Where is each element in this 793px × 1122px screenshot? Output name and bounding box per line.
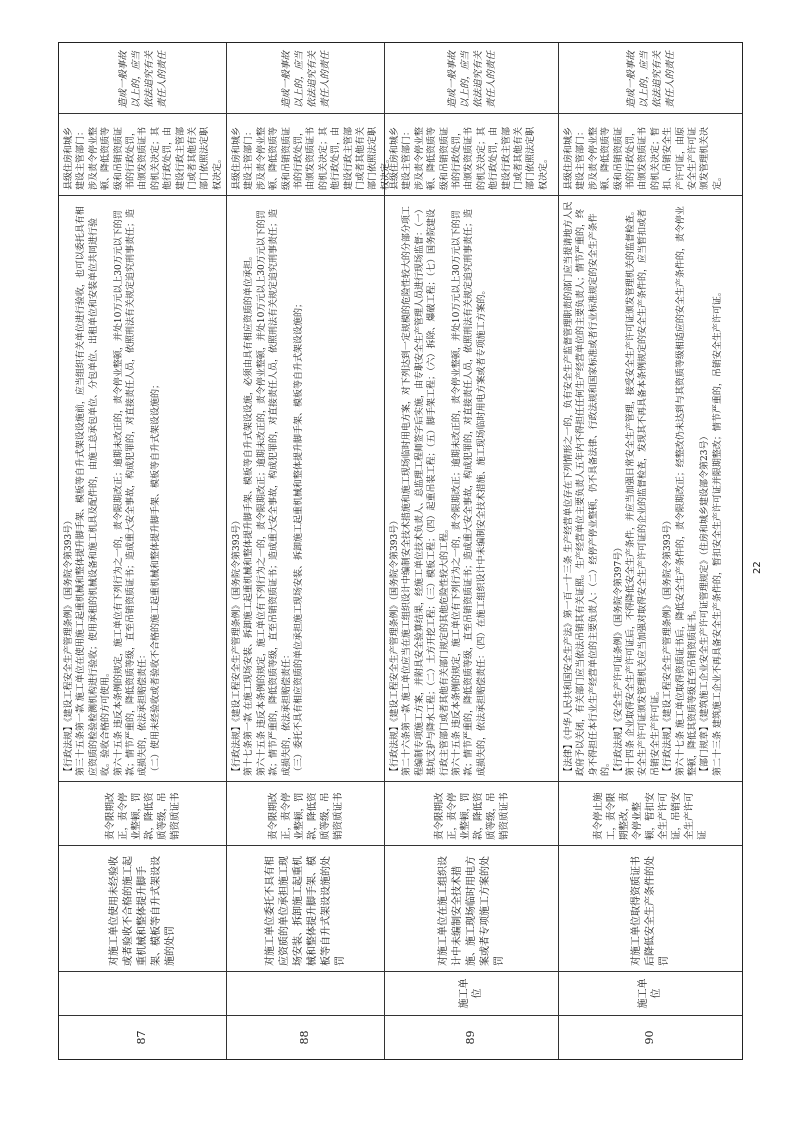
row-subject: 施工单位 bbox=[385, 971, 558, 1015]
row-subject bbox=[227, 971, 384, 1015]
row-error: 造成一般事故以上的，应当依法追究有关责任人的责任 bbox=[117, 50, 168, 108]
row-matter: 对施工单位使用未经验收或者验收不合格的施工起重机械和整体提升脚手架、模板等自升式架设设施的处罚 bbox=[59, 845, 226, 971]
basis-paragraph: 【行政法规】《建设工程安全生产管理条例》（国务院令第393号） bbox=[232, 515, 242, 776]
penalty-table bbox=[58, 42, 743, 1060]
row-basis bbox=[559, 195, 742, 781]
basis-paragraph: 第六十七条 施工单位取得资质证书后，降低安全生产条件的，责令限期改正；经整改仍未达到与其资质等级相适应的安全生产条件的，责令停业整顿，降低其资质等级直至吊销资质证书。 bbox=[675, 206, 699, 776]
row-error: 造成一般事故以上的，应当依法追究有关责任人的责任 bbox=[280, 50, 331, 108]
basis-paragraph: 【法律】《中华人民共和国安全生产法》第一百一十三条 生产经营单位存在下列情形之一的，负有安全生产监督管理职责的部门应当提请地方人民政府予以关闭，有关部门应当依法吊销其有关证照。生产经营单位主要负责人五年内不得担任任何生产经营单位的主要负责人；情节严重的，终身不得担任本行业生产经营单位的主要负责人：（二）经停产停业整顿，仍不具备法律、行政法规和国家标准或者行业标准规定的安全生产条件的。 bbox=[564, 201, 612, 776]
table-row bbox=[385, 43, 559, 1059]
table-row bbox=[59, 43, 227, 1059]
basis-paragraph: （三）委托不具有相应资质的单位承担施工现场安装、拆卸施工起重机械和整体提升脚手架、模板等自升式架设设施的； bbox=[294, 298, 305, 776]
row-error: 造成一般事故以上的，应当依法追究有关责任人的责任 bbox=[625, 50, 676, 108]
table-row bbox=[227, 43, 391, 1059]
basis-paragraph: 【行政法规】《安全生产许可证条例》（国务院令第397号） bbox=[613, 542, 624, 776]
row-standard: 责令限期改正，责令停业整顿，罚款，降低资质等级，吊销资质证书 bbox=[227, 781, 384, 845]
row-matter: 对施工单位委托不具有相应资质的单位承担施工现场安装、拆卸施工起重机械和整体提升脚手架、模板等自升式架设设施的处罚 bbox=[227, 845, 384, 971]
basis-paragraph: （二）使用未经验收或者验收不合格的施工起重机械和整体提升脚手架、模板等自升式架设设施的； bbox=[150, 379, 161, 776]
basis-paragraph: 第三十五条第一款 施工单位在使用施工起重机械和整体提升脚手架、模板等自升式架设设施前，应当组织有关单位进行验收，也可以委托具有相应资质的检验检测机构进行验收；使用承租的机械设备和施工机具及配件的，由施工总承包单位、分包单位、出租单位和安装单位共同进行验收。验收合格的方可使用。 bbox=[76, 206, 112, 776]
basis-paragraph: 第六十五条 违反本条例的规定，施工单位有下列行为之一的，责令限期改正；逾期未改正的，责令停业整顿，并处10万元以上30万元以下的罚款；情节严重的，降低资质等级，直至吊销资质证书；造成重大安全事故，构成犯罪的，对直接责任人员，依照刑法有关规定追究刑事责任；造成损失的，依法承担赔偿责任：（四）在施工组织设计中未编制安全技术措施、施工现场临时用电方案或者专项施工方案的。 bbox=[452, 208, 487, 776]
row-basis bbox=[227, 195, 384, 781]
basis-paragraph: 【行政法规】《建设工程安全生产管理条例》（国务院令第393号） bbox=[64, 515, 74, 776]
row-matter: 对施工单位取得资质证书后降低安全生产条件的处罚 bbox=[559, 845, 742, 971]
row-number: 90 bbox=[559, 1015, 742, 1059]
basis-paragraph: 【部门规章】《建筑施工企业安全生产许可证管理规定》（住房和城乡建设部令第23号） bbox=[700, 431, 711, 776]
basis-paragraph: 第二十六条第一款 施工单位应当在施工组织设计中编制安全技术措施和施工现场临时用电方案，对下列达到一定规模的危险性较大的分部分项工程编制专项施工方案，并附具安全验算结果，经施工单位技术负责人、总监理工程师签字后实施，由专职安全生产管理人员进行现场监督：（一）基坑支护与降水工程；（二）土方开挖工程；（三）模板工程；（四）起重吊装工程；（五）脚手架工程；（六）拆除、爆破工程；（七）国务院建设行政主管部门或者其他有关部门规定的其他危险性较大的工程。 bbox=[402, 204, 450, 776]
basis-paragraph: 【行政法规】《建设工程安全生产管理条例》（国务院令第393号） bbox=[663, 515, 674, 776]
row-number: 88 bbox=[227, 1015, 384, 1059]
page-number: 22 bbox=[752, 561, 763, 574]
basis-paragraph: 第十四条 企业取得安全生产许可证后，不得降低安全生产条件，并应当加强日常安全生产管理，接受安全生产许可证颁发管理机关的监督检查。安全生产许可证颁发管理机关应当加强对取得安全生产许可证的企业的监督检查，发现其不再具备本条例规定的安全生产条件的，应当暂扣或者吊销安全生产许可证。 bbox=[626, 206, 661, 776]
row-responsible: 县级住房和城乡建设主管部门：涉及责令停业整顿、降低资质等级和吊销资质证书的行政处罚，由颁发资质证书的机关决定；暂扣、吊销安全生产许可证，由原安全生产许可证颁发管理机关决定。 bbox=[559, 113, 742, 195]
basis-paragraph: 第六十五条 违反本条例的规定，施工单位有下列行为之一的，责令限期改正；逾期未改正的，责令停业整顿，并处10万元以上30万元以下的罚款；情节严重的，降低资质等级，直至吊销资质证书；造成重大安全事故，构成犯罪的，对直接责任人员，依照刑法有关规定追究刑事责任；造成损失的，依法承担赔偿责任： bbox=[113, 208, 149, 776]
row-standard: 责令停止施工，责令限期整改，责令停业整顿，暂扣安全生产许可证，吊销安全生产许可证 bbox=[559, 781, 742, 845]
row-error: 造成一般事故以上的，应当依法追究有关责任人的责任 bbox=[446, 50, 497, 108]
basis-paragraph: 第六十五条 违反本条例的规定，施工单位有下列行为之一的，责令限期改正；逾期未改正的，责令停业整顿，并处10万元以上30万元以下的罚款；情节严重的，降低资质等级，直至吊销资质证书；造成重大安全事故，构成犯罪的，对直接责任人员，依照刑法有关规定追究刑事责任；造成损失的，依法承担赔偿责任： bbox=[256, 208, 292, 776]
basis-paragraph: 第十七条第一款 在施工现场安装、拆卸施工起重机械和整体提升脚手架、模板等自升式架设设施，必须由具有相应资质的单位承担。 bbox=[244, 251, 255, 776]
row-matter: 对施工单位在施工组织设计中未编制安全技术措施、施工现场临时用电方案或者专项施工方案的处罚 bbox=[385, 845, 558, 971]
row-basis bbox=[59, 195, 226, 781]
row-responsible: 县级住房和城乡建设主管部门：涉及责令停业整顿、降低资质等级和吊销资质证书的行政处罚，由颁发资质证书的机关决定；其他行政处罚，由建设行政主管部门或者其他有关部门依照法定职权决定。 bbox=[385, 113, 558, 195]
basis-paragraph: 【行政法规】《建设工程安全生产管理条例》（国务院令第393号） bbox=[390, 515, 400, 776]
row-standard: 责令限期改正，责令停业整顿，罚款，降低资质等级，吊销资质证书 bbox=[385, 781, 558, 845]
row-subject: 施工单位 bbox=[559, 971, 742, 1015]
row-subject bbox=[59, 971, 226, 1015]
row-responsible: 县级住房和城乡建设主管部门：涉及责令停业整顿、降低资质等级和吊销资质证书的行政处罚，由颁发资质证书的机关决定；其他行政处罚，由建设行政主管部门或者其他有关部门依照法定职权决定。 bbox=[59, 113, 226, 195]
table-row bbox=[559, 43, 742, 1059]
row-number: 89 bbox=[385, 1015, 558, 1059]
row-number: 87 bbox=[59, 1015, 226, 1059]
basis-paragraph: 第二十三条 建筑施工企业不再具备安全生产条件的，暂扣安全生产许可证并限期整改；情节严重的，吊销安全生产许可证。 bbox=[712, 287, 723, 776]
row-responsible: 县级住房和城乡建设主管部门：涉及责令停业整顿、降低资质等级和吊销资质证书的行政处罚，由颁发资质证书的机关决定；其他行政处罚，由建设行政主管部门或者其他有关部门依照法定职权决定。 bbox=[227, 113, 384, 195]
row-standard: 责令限期改正，责令停业整顿，罚款，降低资质等级，吊销资质证书 bbox=[59, 781, 226, 845]
row-basis bbox=[385, 195, 558, 781]
